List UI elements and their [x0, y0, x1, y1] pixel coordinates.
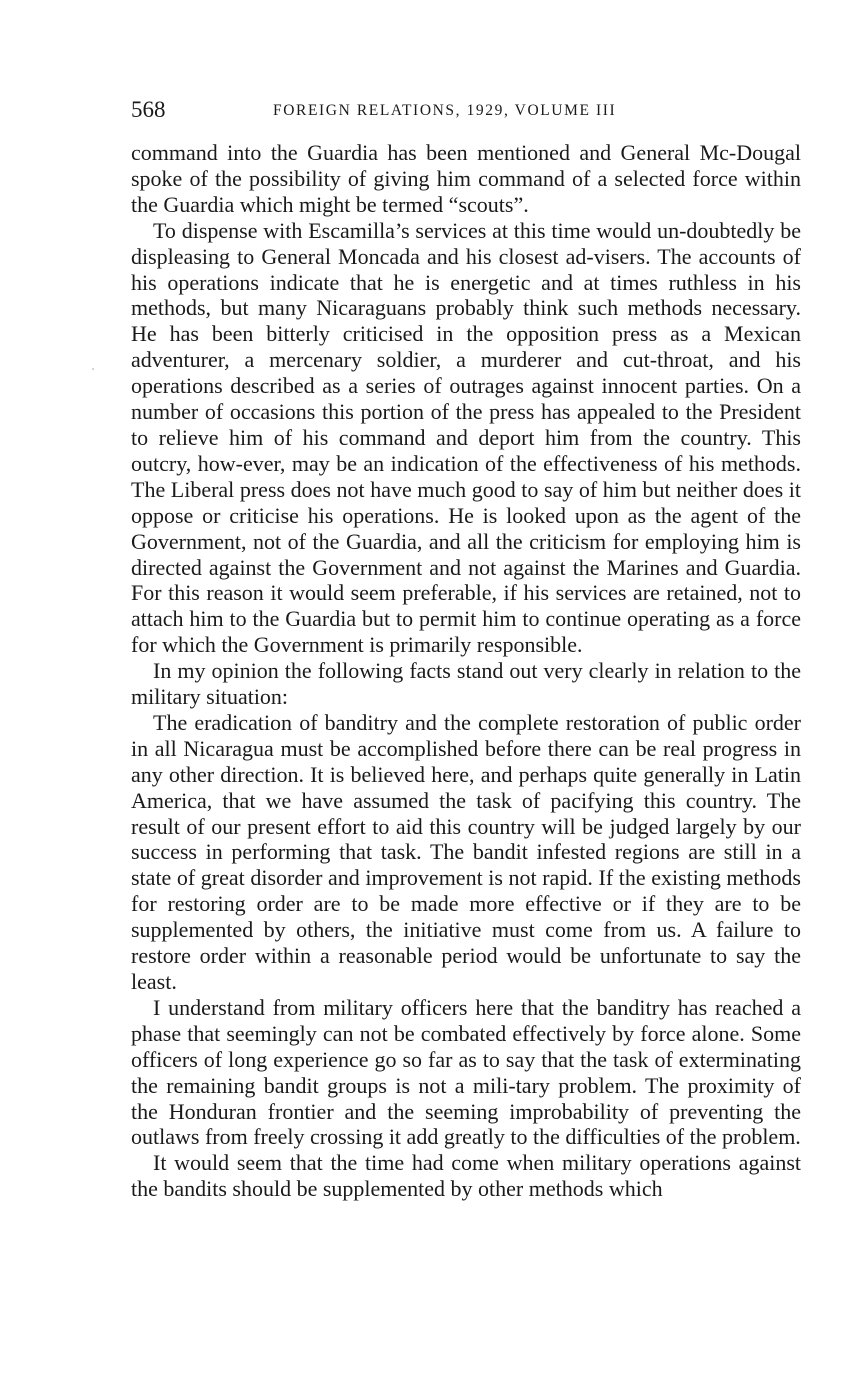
page-number: 568 — [131, 97, 166, 122]
paragraph: It would seem that the time had come when military operations against the bandits should be supplemented by other methods which — [131, 1150, 801, 1202]
page-header — [131, 96, 801, 124]
paragraph: To dispense with Escamilla’s services at this time would un-doubtedly be displeasing to General Moncada and his closest ad-visers. The accounts of his operations indicate that he is energetic and at times ruthless in his methods, but many Nicaraguans probably think such methods necessary. He has been bitterly criticised in the opposition press as a Mexican adventurer, a mercenary soldier, a murderer and cut-throat, and his operations described as a series of outrages against innocent parties. On a number of occasions this portion of the press has appealed to the President to relieve him of his command and deport him from the country. This outcry, how-ever, may be an indication of the effectiveness of his methods. The Liberal press does not have much good to say of him but neither does it oppose or criticise his operations. He is looked upon as the agent of the Government, not of the Guardia, and all the criticism for employing him is directed against the Government and not against the Marines and Guardia. For this reason it would seem preferable, if his services are retained, not to attach him to the Guardia but to permit him to continue operating as a force for which the Government is primarily responsible. — [131, 217, 801, 658]
paragraph: I understand from military officers here that the banditry has reached a phase that seemingly can not be combated effectively by force alone. Some officers of long experience go so far as to say that the task of exterminating the remaining bandit groups is not a mili-tary problem. The proximity of the Honduran frontier and the seeming improbability of preventing the outlaws from freely crossing it add greatly to the difficulties of the problem. — [131, 994, 801, 1150]
paragraph: The eradication of banditry and the complete restoration of public order in all Nicaragua must be accomplished before there can be real progress in any other direction. It is believed here, and perhaps quite generally in Latin America, that we have assumed the task of pacifying this country. The result of our present effort to aid this country will be judged largely by our success in performing that task. The bandit infested regions are still in a state of great disorder and improvement is not rapid. If the existing methods for restoring order are to be made more effective or if they are to be supplemented by others, the initiative must come from us. A failure to restore order within a reasonable period would be unfortunate to say the least. — [131, 709, 801, 994]
paragraph: command into the Guardia has been mentioned and General Mc-Dougal spoke of the possibility of giving him command of a selected force within the Guardia which might be termed “scouts”. — [131, 140, 801, 217]
margin-speck — [92, 368, 94, 370]
paragraph: In my opinion the following facts stand out very clearly in relation to the military situation: — [131, 658, 801, 710]
body-text — [131, 140, 801, 1202]
running-head: FOREIGN RELATIONS, 1929, VOLUME III — [273, 102, 617, 119]
